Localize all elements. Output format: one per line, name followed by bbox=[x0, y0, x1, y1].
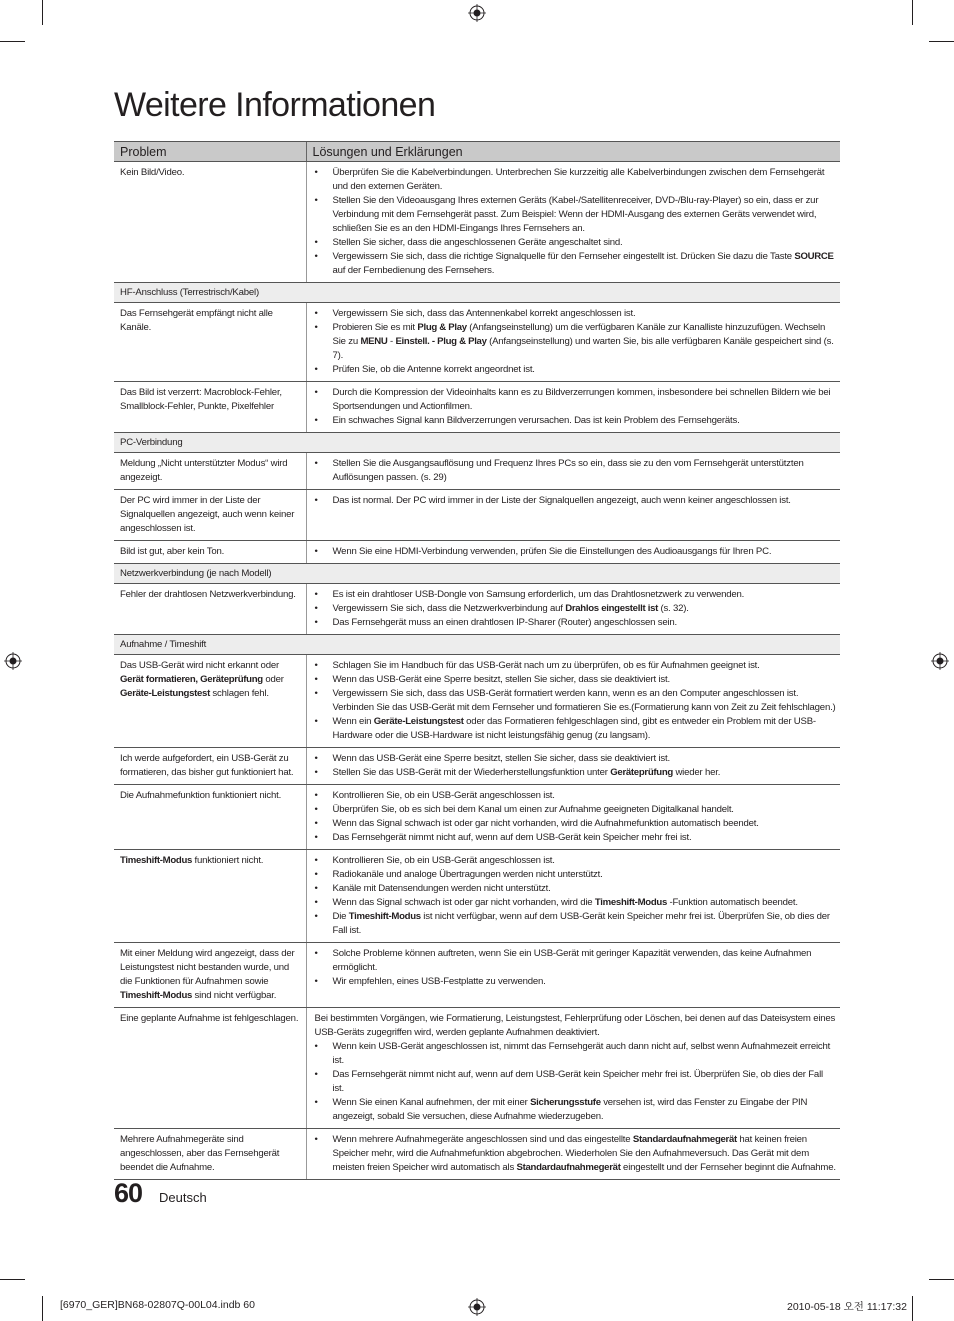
solution-cell bbox=[306, 748, 840, 785]
text-run: Stellen Sie sicher, dass die angeschlossenen Geräte angeschaltet sind. bbox=[332, 237, 623, 248]
bullet-icon: • bbox=[314, 976, 318, 987]
solution-cell bbox=[306, 943, 840, 1008]
table-row bbox=[114, 162, 840, 283]
bullet-icon: • bbox=[314, 1069, 318, 1080]
bullet-icon: • bbox=[314, 790, 318, 801]
list-item bbox=[315, 166, 837, 194]
list-item bbox=[315, 1068, 837, 1096]
solution-list bbox=[315, 947, 837, 989]
text-run: Wenn das USB-Gerät eine Sperre besitzt, stellen Sie sicher, dass sie deaktiviert ist. bbox=[332, 674, 670, 685]
solution-cell bbox=[306, 541, 840, 564]
text-run: Radiokanäle und analoge Übertragungen werden nicht unterstützt. bbox=[332, 869, 603, 880]
bold-term: Plug & Play bbox=[417, 322, 467, 333]
text-run: Stellen Sie die Ausgangsauflösung und Frequenz Ihres PCs so ein, dass sie zu den vom Fernsehgerät unterstützten Auflösungen passen. (s. 29) bbox=[332, 458, 804, 483]
text-run: - bbox=[387, 336, 396, 347]
bold-term: Einstell. - Plug & Play bbox=[395, 336, 487, 347]
page-number: 60 bbox=[114, 1178, 143, 1208]
table-row bbox=[114, 490, 840, 541]
registration-mark-icon bbox=[468, 1298, 486, 1316]
solution-list bbox=[315, 386, 837, 428]
text-run: versehen ist, wird das Fenster zu Eingabe der PIN angezeigt, sobald Sie versuchen, diese Aufnahme wiederzugeben. bbox=[332, 1097, 808, 1122]
bullet-icon: • bbox=[314, 322, 318, 333]
solution-cell bbox=[306, 850, 840, 943]
solution-cell bbox=[306, 785, 840, 850]
list-item bbox=[315, 715, 837, 743]
table-row bbox=[114, 1008, 840, 1129]
bullet-icon: • bbox=[314, 883, 318, 894]
bullet-icon: • bbox=[314, 617, 318, 628]
list-item bbox=[315, 457, 837, 485]
table-header-row bbox=[114, 142, 840, 162]
text-run: Wenn mehrere Aufnahmegeräte angeschlossen sind und das eingestellte bbox=[332, 1134, 633, 1145]
bullet-icon: • bbox=[314, 237, 318, 248]
list-item bbox=[315, 817, 837, 831]
solution-intro: Bei bestimmten Vorgängen, wie Formatierung, Leistungstest, Fehlerprüfung oder Löschen, bei denen auf das Dateisystem eines USB-Geräts zugegriffen wird, werden geplante Aufnahmen deaktiviert. bbox=[314, 1013, 836, 1038]
text-run: sind nicht verfügbar. bbox=[192, 990, 277, 1001]
text-run: Das Fernsehgerät nimmt nicht auf, wenn auf dem USB-Gerät kein Speicher mehr frei ist. Überprüfen Sie, ob dies der Fall ist. bbox=[332, 1069, 823, 1094]
text-run: wieder her. bbox=[672, 767, 721, 778]
solution-list bbox=[315, 1133, 837, 1175]
text-run: Bild ist gut, aber kein Ton. bbox=[120, 546, 225, 557]
text-run: oder bbox=[262, 674, 284, 685]
solution-cell bbox=[306, 655, 840, 748]
problem-cell bbox=[114, 850, 306, 943]
bullet-icon: • bbox=[314, 674, 318, 685]
text-run: eingestellt und der Fernseher beginnt die Aufnahme. bbox=[620, 1162, 836, 1173]
text-run: Kontrollieren Sie, ob ein USB-Gerät angeschlossen ist. bbox=[332, 855, 555, 866]
list-item bbox=[315, 588, 837, 602]
bold-term: Gerät formatieren, Geräteprüfung bbox=[120, 674, 263, 685]
problem-cell bbox=[114, 1008, 306, 1129]
bullet-icon: • bbox=[314, 364, 318, 375]
bold-term: Geräte-Leistungstest bbox=[373, 716, 464, 727]
text-run: Stellen Sie das USB-Gerät mit der Wiederherstellungsfunktion unter bbox=[332, 767, 611, 778]
table-row bbox=[114, 655, 840, 748]
solution-list bbox=[315, 1040, 837, 1124]
list-item bbox=[315, 363, 837, 377]
list-item bbox=[315, 616, 837, 630]
text-run: Wenn Sie einen Kanal aufnehmen, der mit einer bbox=[332, 1097, 531, 1108]
section-label: PC-Verbindung bbox=[114, 433, 840, 453]
bullet-icon: • bbox=[314, 688, 318, 699]
solution-list bbox=[315, 457, 837, 485]
solution-list bbox=[315, 588, 837, 630]
problem-cell bbox=[114, 655, 306, 748]
text-run: Wenn Sie eine HDMI-Verbindung verwenden, prüfen Sie die Einstellungen des Audioausgangs für Ihren PC. bbox=[332, 546, 772, 557]
bullet-icon: • bbox=[314, 948, 318, 959]
list-item bbox=[315, 307, 837, 321]
list-item bbox=[315, 854, 837, 868]
text-run: Die bbox=[332, 911, 349, 922]
text-run: Überprüfen Sie die Kabelverbindungen. Unterbrechen Sie kurzzeitig alle Kabelverbindungen zwischen dem Fernsehgerät und den externen Geräten. bbox=[332, 167, 825, 192]
list-item bbox=[315, 1096, 837, 1124]
text-run: Das Fernsehgerät nimmt nicht auf, wenn auf dem USB-Gerät kein Speicher mehr frei ist. bbox=[332, 832, 692, 843]
bullet-icon: • bbox=[314, 1134, 318, 1145]
troubleshooting-table bbox=[114, 141, 840, 1180]
text-run: Wenn das Signal schwach ist oder gar nicht vorhanden, wird die Aufnahmefunktion automatisch beendet. bbox=[332, 818, 759, 829]
footer-file-name: [6970_GER]BN68-02807Q-00L04.indb 60 bbox=[60, 1299, 255, 1311]
text-run: Das USB-Gerät wird nicht erkannt oder bbox=[120, 660, 279, 671]
list-item bbox=[315, 250, 837, 278]
list-item bbox=[315, 545, 837, 559]
text-run: oder das Formatieren fehlgeschlagen sind, gibt es entweder ein Problem mit der USB-Hardware oder die USB-Hardware ist nicht leistungsfähig genug (zu langsam). bbox=[332, 716, 816, 741]
problem-cell bbox=[114, 785, 306, 850]
text-run: Ich werde aufgefordert, ein USB-Gerät zu formatieren, das bisher gut funktioniert hat. bbox=[120, 753, 294, 778]
problem-cell bbox=[114, 748, 306, 785]
solution-cell bbox=[306, 162, 840, 283]
table-row bbox=[114, 748, 840, 785]
text-run: Die Aufnahmefunktion funktioniert nicht. bbox=[120, 790, 282, 801]
text-run: Wenn kein USB-Gerät angeschlossen ist, nimmt das Fernsehgerät auch dann nicht auf, selbst wenn Aufnahmezeit erreicht ist. bbox=[332, 1041, 831, 1066]
page-title: Weitere Informationen bbox=[114, 86, 436, 124]
footer-timestamp: 2010-05-18 오전 11:17:32 bbox=[787, 1301, 907, 1313]
solution-list bbox=[315, 307, 837, 377]
list-item bbox=[315, 321, 837, 363]
bullet-icon: • bbox=[314, 167, 318, 178]
solution-list bbox=[315, 789, 837, 845]
bold-term: Standardaufnahmegerät bbox=[516, 1162, 621, 1173]
bullet-icon: • bbox=[314, 804, 318, 815]
text-run: Meldung „Nicht unterstützter Modus“ wird angezeigt. bbox=[120, 458, 288, 483]
text-run: (Anfangseinstellung) und warten Sie, bis alle verfügbaren Kanäle gespeichert sind (s. 7). bbox=[332, 336, 834, 361]
bullet-icon: • bbox=[314, 897, 318, 908]
solution-cell bbox=[306, 453, 840, 490]
bullet-icon: • bbox=[314, 603, 318, 614]
list-item bbox=[315, 766, 837, 780]
table-row bbox=[114, 584, 840, 635]
bullet-icon: • bbox=[314, 753, 318, 764]
text-run: Es ist ein drahtloser USB-Dongle von Samsung erforderlich, um das Drahtlosnetzwerk zu verwenden. bbox=[332, 589, 745, 600]
bullet-icon: • bbox=[314, 855, 318, 866]
text-run: Wir empfehlen, eines USB-Festplatte zu verwenden. bbox=[332, 976, 546, 987]
text-run: Vergewissern Sie sich, dass das Antennenkabel korrekt angeschlossen ist. bbox=[332, 308, 636, 319]
text-run: Fehler der drahtlosen Netzwerkverbindung. bbox=[120, 589, 296, 600]
bold-term: Sicherungsstufe bbox=[530, 1097, 601, 1108]
bold-term: Drahlos eingestellt ist bbox=[565, 603, 658, 614]
table-row bbox=[114, 303, 840, 382]
list-item bbox=[315, 602, 837, 616]
list-item bbox=[315, 687, 837, 715]
bullet-icon: • bbox=[314, 458, 318, 469]
text-run: Das Fernsehgerät muss an einen drahtlosen IP-Sharer (Router) angeschlossen sein. bbox=[332, 617, 677, 628]
text-run: Prüfen Sie, ob die Antenne korrekt angeordnet ist. bbox=[332, 364, 535, 375]
section-label: HF-Anschluss (Terrestrisch/Kabel) bbox=[114, 283, 840, 303]
text-run: Das ist normal. Der PC wird immer in der Liste der Signalquellen angezeigt, auch wenn keiner angeschlossen ist. bbox=[332, 495, 791, 506]
text-run: Der PC wird immer in der Liste der Signalquellen angezeigt, auch wenn keiner angeschlossen ist. bbox=[120, 495, 295, 534]
problem-cell bbox=[114, 584, 306, 635]
registration-mark-icon bbox=[931, 652, 949, 670]
bullet-icon: • bbox=[314, 546, 318, 557]
text-run: Vergewissern Sie sich, dass die richtige Signalquelle für den Fernseher eingestellt ist. Drücken Sie dazu die Taste bbox=[332, 251, 795, 262]
bold-term: MENU bbox=[360, 336, 388, 347]
section-row bbox=[114, 635, 840, 655]
section-row bbox=[114, 283, 840, 303]
text-run: Kein Bild/Video. bbox=[120, 167, 185, 178]
solution-list bbox=[315, 854, 837, 938]
registration-mark-icon bbox=[468, 4, 486, 22]
solution-list bbox=[315, 659, 837, 743]
bullet-icon: • bbox=[314, 1041, 318, 1052]
crop-mark bbox=[42, 0, 43, 25]
crop-mark bbox=[0, 1279, 25, 1280]
bold-term: Geräteprüfung bbox=[610, 767, 673, 778]
list-item bbox=[315, 414, 837, 428]
crop-mark bbox=[929, 1279, 954, 1280]
solution-list bbox=[315, 494, 837, 508]
bullet-icon: • bbox=[314, 251, 318, 262]
text-run: (Anfangseinstellung) um die verfügbaren Kanäle zur Kanalliste hinzuzufügen. Wechseln Sie zu bbox=[332, 322, 826, 347]
table-row bbox=[114, 943, 840, 1008]
text-run: Durch die Kompression der Videoinhalts kann es zu Bildverzerrungen kommen, insbesondere bei schnellen Bildern wie bei Sportsendungen und Actionfilmen. bbox=[332, 387, 831, 412]
text-run: Stellen Sie den Videoausgang Ihres externen Geräts (Kabel-/Satellitenreceiver, DVD-/Blu-ray-Player) so ein, dass er zur Verbindung mit dem Fernsehgerät passt. Zum Beispiel: Wenn der HDMI-Ausgang des externen Geräts verwendet wird, schließen Sie es an den HDMI-Eingangs Ihres Fernsehers an. bbox=[332, 195, 819, 234]
list-item bbox=[315, 752, 837, 766]
table-row bbox=[114, 541, 840, 564]
problem-cell bbox=[114, 453, 306, 490]
table-row bbox=[114, 1129, 840, 1180]
table-row bbox=[114, 382, 840, 433]
text-run: Das Fernsehgerät empfängt nicht alle Kanäle. bbox=[120, 308, 273, 333]
bullet-icon: • bbox=[314, 495, 318, 506]
list-item bbox=[315, 831, 837, 845]
text-run: Wenn ein bbox=[332, 716, 374, 727]
problem-cell bbox=[114, 162, 306, 283]
solution-list bbox=[315, 166, 837, 278]
bold-term: Timeshift-Modus bbox=[594, 897, 667, 908]
list-item bbox=[315, 882, 837, 896]
column-header-problem: Problem bbox=[114, 142, 306, 162]
text-run: hat keinen freien Speicher mehr, wird die Aufnahmefunktion abgebrochen. Wiederholen Sie den Aufnahmeversuch. Das Gerät mit dem meisten freien Speicher wird automatisch als bbox=[332, 1134, 809, 1173]
text-run: Vergewissern Sie sich, dass das USB-Gerät formatiert werden kann, wenn es an den Computer angeschlossen ist. Verbinden Sie das USB-Gerät mit dem Fernseher und formatieren Sie es.(Formatierung kann von Zeit zu Zeit fehlschlagen.) bbox=[332, 688, 836, 713]
list-item bbox=[315, 910, 837, 938]
bold-term: Timeshift-Modus bbox=[120, 990, 193, 1001]
bold-term: SOURCE bbox=[794, 251, 834, 262]
list-item bbox=[315, 386, 837, 414]
text-run: Überprüfen Sie, ob es sich bei dem Kanal um einen zur Aufnahme geeigneten Digitalkanal handelt. bbox=[332, 804, 734, 815]
text-run: Das Bild ist verzerrt: Macroblock-Fehler, Smallblock-Fehler, Punkte, Pixelfehler bbox=[120, 387, 282, 412]
text-run: Vergewissern Sie sich, dass die Netzwerkverbindung auf bbox=[332, 603, 566, 614]
bold-term: Standardaufnahmegerät bbox=[632, 1134, 737, 1145]
list-item bbox=[315, 789, 837, 803]
bold-term: Geräte-Leistungstest bbox=[120, 688, 210, 699]
crop-mark bbox=[42, 1296, 43, 1321]
solution-cell bbox=[306, 1008, 840, 1129]
list-item bbox=[315, 1133, 837, 1175]
list-item bbox=[315, 194, 837, 236]
bullet-icon: • bbox=[314, 767, 318, 778]
list-item bbox=[315, 494, 837, 508]
section-label: Aufnahme / Timeshift bbox=[114, 635, 840, 655]
bullet-icon: • bbox=[314, 1097, 318, 1108]
solution-list bbox=[315, 752, 837, 780]
text-run: funktioniert nicht. bbox=[192, 855, 264, 866]
text-run: auf der Fernbedienung des Fernsehers. bbox=[332, 265, 495, 276]
list-item bbox=[315, 236, 837, 250]
list-item bbox=[315, 947, 837, 975]
list-item bbox=[315, 868, 837, 882]
page-language: Deutsch bbox=[159, 1190, 207, 1205]
problem-cell bbox=[114, 382, 306, 433]
problem-cell bbox=[114, 943, 306, 1008]
text-run: Schlagen Sie im Handbuch für das USB-Gerät nach um zu überprüfen, ob es für Aufnahmen geeignet ist. bbox=[332, 660, 760, 671]
crop-mark bbox=[0, 41, 25, 42]
solution-cell bbox=[306, 303, 840, 382]
bold-term: Timeshift-Modus bbox=[348, 911, 421, 922]
list-item bbox=[315, 896, 837, 910]
text-run: Kanäle mit Datensendungen werden nicht unterstützt. bbox=[332, 883, 551, 894]
table-body bbox=[114, 162, 840, 1180]
text-run: Probieren Sie es mit bbox=[332, 322, 418, 333]
list-item bbox=[315, 803, 837, 817]
section-row bbox=[114, 433, 840, 453]
list-item bbox=[315, 975, 837, 989]
problem-cell bbox=[114, 1129, 306, 1180]
section-label: Netzwerkverbindung (je nach Modell) bbox=[114, 564, 840, 584]
solution-cell bbox=[306, 584, 840, 635]
bullet-icon: • bbox=[314, 308, 318, 319]
bold-term: Timeshift-Modus bbox=[120, 855, 193, 866]
bullet-icon: • bbox=[314, 818, 318, 829]
bullet-icon: • bbox=[314, 387, 318, 398]
text-run: Wenn das Signal schwach ist oder gar nicht vorhanden, wird die bbox=[332, 897, 595, 908]
text-run: -Funktion automatisch beendet. bbox=[666, 897, 798, 908]
list-item bbox=[315, 659, 837, 673]
bullet-icon: • bbox=[314, 869, 318, 880]
registration-mark-icon bbox=[4, 652, 22, 670]
text-run: Eine geplante Aufnahme ist fehlgeschlagen. bbox=[120, 1013, 299, 1024]
list-item bbox=[315, 1040, 837, 1068]
bullet-icon: • bbox=[314, 589, 318, 600]
solution-list bbox=[315, 545, 837, 559]
table-row bbox=[114, 850, 840, 943]
bullet-icon: • bbox=[314, 911, 318, 922]
crop-mark bbox=[912, 1296, 913, 1321]
solution-cell bbox=[306, 490, 840, 541]
text-run: (s. 32). bbox=[658, 603, 689, 614]
text-run: Mehrere Aufnahmegeräte sind angeschlossen, aber das Fernsehgerät beendet die Aufnahme. bbox=[120, 1134, 280, 1173]
text-run: Solche Probleme können auftreten, wenn Sie ein USB-Gerät mit geringer Kapazität verwenden, das keine Aufnahmen ermöglicht. bbox=[332, 948, 812, 973]
text-run: Kontrollieren Sie, ob ein USB-Gerät angeschlossen ist. bbox=[332, 790, 555, 801]
column-header-solutions: Lösungen und Erklärungen bbox=[306, 142, 840, 162]
problem-cell bbox=[114, 490, 306, 541]
table-row bbox=[114, 453, 840, 490]
solution-cell bbox=[306, 382, 840, 433]
bullet-icon: • bbox=[314, 195, 318, 206]
bullet-icon: • bbox=[314, 716, 318, 727]
text-run: ist nicht verfügbar, wenn auf dem USB-Gerät kein Speicher mehr frei ist. Überprüfen Sie, ob dies der Fall ist. bbox=[332, 911, 830, 936]
problem-cell bbox=[114, 541, 306, 564]
list-item bbox=[315, 673, 837, 687]
bullet-icon: • bbox=[314, 660, 318, 671]
problem-cell bbox=[114, 303, 306, 382]
solution-cell bbox=[306, 1129, 840, 1180]
text-run: schlagen fehl. bbox=[209, 688, 269, 699]
table-row bbox=[114, 785, 840, 850]
crop-mark bbox=[929, 41, 954, 42]
text-run: Mit einer Meldung wird angezeigt, dass der Leistungstest nicht bestanden wurde, und die Funktionen für Aufnahmen sowie bbox=[120, 948, 295, 987]
bullet-icon: • bbox=[314, 415, 318, 426]
section-row bbox=[114, 564, 840, 584]
crop-mark bbox=[912, 0, 913, 25]
text-run: Wenn das USB-Gerät eine Sperre besitzt, stellen Sie sicher, dass sie deaktiviert ist. bbox=[332, 753, 670, 764]
bullet-icon: • bbox=[314, 832, 318, 843]
text-run: Ein schwaches Signal kann Bildverzerrungen verursachen. Das ist kein Problem des Fernsehgeräts. bbox=[332, 415, 740, 426]
